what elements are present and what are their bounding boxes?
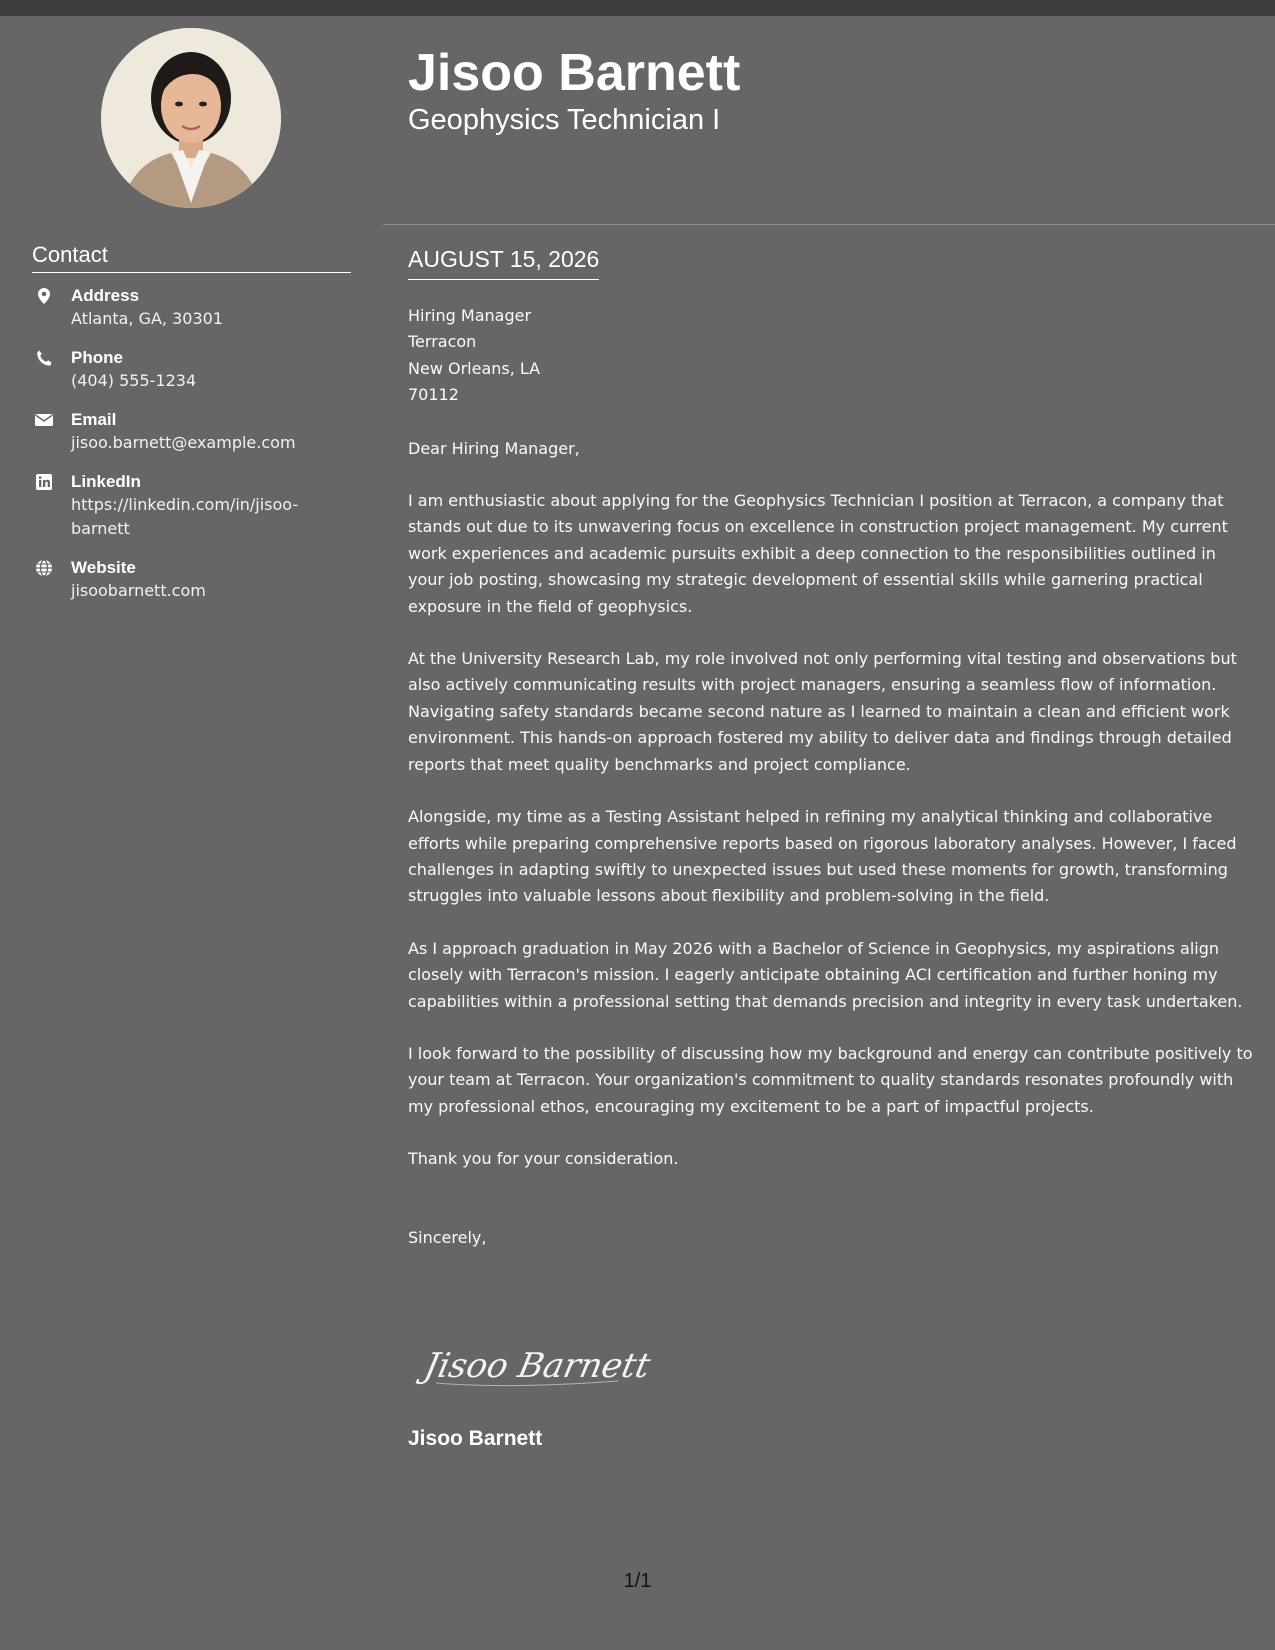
- contact-label: Email: [71, 410, 117, 429]
- contact-heading: Contact: [32, 242, 351, 273]
- letter-paragraph: At the University Research Lab, my role involved not only performing vital testing and observations but also actively communicating results with project managers, ensuring a seamless flow of information. Navigating safety standards became second nature as I learned to maintain a clean and efficient work environment. This hands-on approach fostered my ability to deliver data and findings through detailed reports that meet quality benchmarks and project compliance.: [408, 649, 1237, 774]
- closing: Sincerely,: [408, 1227, 487, 1247]
- envelope-icon: [35, 411, 53, 429]
- recipient-line: Hiring Manager: [408, 306, 532, 325]
- job-title: Geophysics Technician I: [408, 104, 721, 136]
- linkedin-icon: [35, 473, 53, 491]
- svg-text:Jisoo Barnett: Jisoo Barnett: [420, 1346, 654, 1386]
- letter-paragraph: Alongside, my time as a Testing Assistant helped in refining my analytical thinking and collaborative efforts while preparing comprehensive reports based on rigorous laboratory analyses. However, I faced challenges in adapting swiftly to unexpected issues but used these moments for growth, transforming struggles into valuable lessons about flexibility and problem-solving in the field.: [408, 807, 1237, 906]
- letter-paragraph: Thank you for your consideration.: [408, 1149, 679, 1169]
- globe-icon: [35, 559, 53, 577]
- letter-body: [408, 303, 1253, 1251]
- letter-paragraph: I look forward to the possibility of discussing how my background and energy can contribute positively to your team at Terracon. Your organization's commitment to quality standards resonates profoundly with my professional ethos, encouraging my excitement to be a part of impactful projects.: [408, 1043, 1253, 1116]
- top-bar: [0, 0, 1275, 16]
- recipient-block: [408, 303, 1253, 409]
- candidate-name: Jisoo Barnett: [408, 44, 741, 102]
- contact-item-phone: [32, 347, 352, 393]
- page-number: 1/1: [623, 1570, 652, 1592]
- header-divider: [383, 224, 1275, 225]
- location-pin-icon: [35, 287, 53, 305]
- contact-item-website: [32, 557, 352, 603]
- phone-icon: [35, 349, 53, 367]
- contact-list: [32, 285, 352, 619]
- recipient-line: 70112: [408, 385, 459, 405]
- recipient-line: New Orleans, LA: [408, 358, 541, 378]
- contact-label: Address: [71, 286, 140, 305]
- signer-name: Jisoo Barnett: [408, 1427, 543, 1450]
- contact-item-email: [32, 409, 352, 455]
- contact-item-address: [32, 285, 352, 331]
- contact-label: LinkedIn: [71, 472, 141, 491]
- contact-item-linkedin: [32, 471, 352, 541]
- letter-date: AUGUST 15, 2026: [408, 244, 599, 280]
- handwritten-signature: [408, 1333, 668, 1399]
- contact-label: Phone: [71, 348, 123, 367]
- letter-paragraph: As I approach graduation in May 2026 with a Bachelor of Science in Geophysics, my aspirations align closely with Terracon's mission. I eagerly anticipate obtaining ACI certification and further honing my capabilities within a professional setting that demands precision and integrity in every task undertaken.: [408, 938, 1243, 1011]
- phone-value: (404) 555-1234: [71, 371, 197, 390]
- recipient-line: Terracon: [408, 332, 477, 352]
- letter-paragraph: I am enthusiastic about applying for the Geophysics Technician I position at Terracon, a company that stands out due to its unwavering focus on excellence in construction project management. My current work experiences and academic pursuits exhibit a deep connection to the responsibilities outlined in your job posting, showcasing my strategic development of essential skills while garnering practical exposure in the field of geophysics.: [408, 491, 1228, 616]
- website-value[interactable]: jisoobarnett.com: [71, 581, 206, 600]
- linkedin-value[interactable]: https://linkedin.com/in/jisoo-barnett: [71, 495, 299, 538]
- address-value: Atlanta, GA, 30301: [71, 309, 223, 328]
- email-value[interactable]: jisoo.barnett@example.com: [71, 433, 296, 452]
- contact-label: Website: [71, 558, 136, 577]
- sidebar: [0, 16, 383, 1650]
- salutation: Dear Hiring Manager,: [408, 438, 580, 458]
- profile-photo: [101, 28, 281, 208]
